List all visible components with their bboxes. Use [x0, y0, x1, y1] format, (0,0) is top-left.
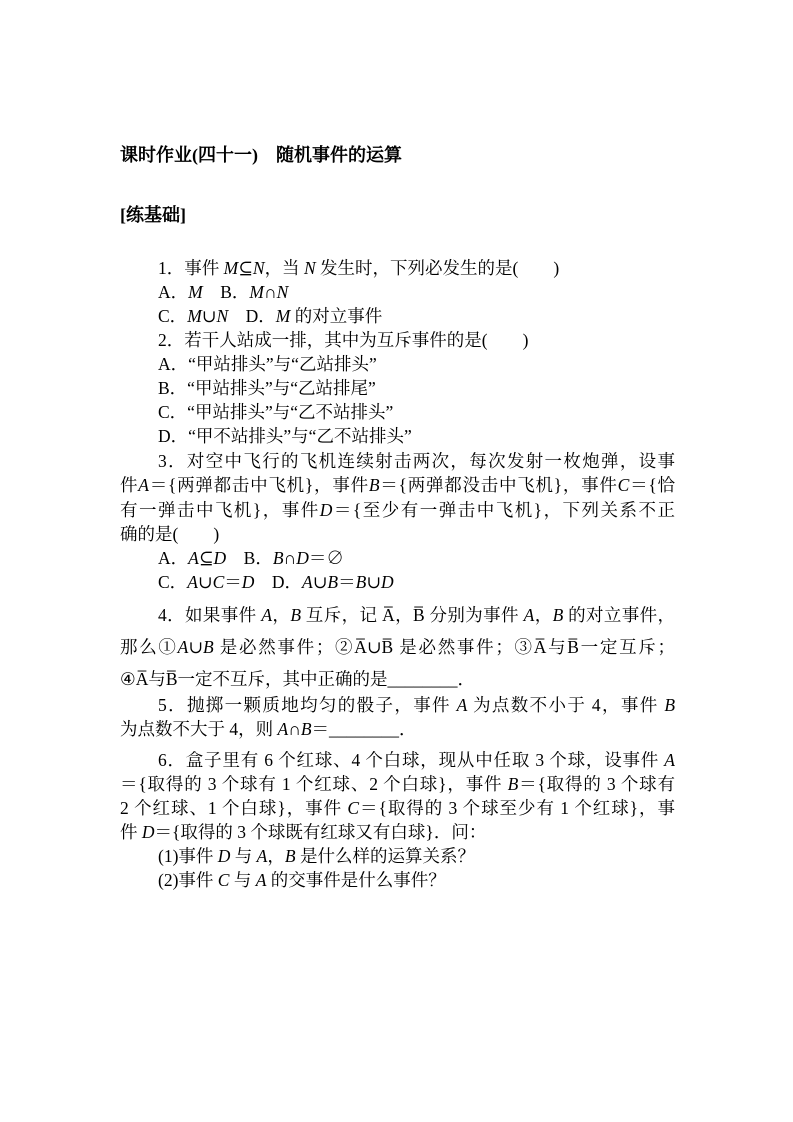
- page-title: 课时作业(四十一) 随机事件的运算: [120, 145, 402, 165]
- math-variable: B: [552, 605, 564, 625]
- question-2-option-d: D．“甲不站排头”与“乙不站排头”: [158, 426, 412, 446]
- math-variable: A: [177, 637, 189, 657]
- question-1-options-line-2: C．M∪N D．M 的对立事件: [158, 306, 383, 326]
- question-6-stem-line-1: 6．盒子里有 6 个红球、4 个白球，现从中任取 3 个球，设事件 A: [158, 750, 675, 770]
- math-variable: M: [223, 258, 239, 278]
- math-variable: D: [380, 572, 394, 592]
- question-6-stem-line-2: ＝{取得的 3 个球有 1 个红球、2 个白球}，事件 B＝{取得的 3 个球有: [120, 774, 675, 794]
- math-variable: D: [217, 846, 231, 866]
- math-variable: B: [507, 774, 519, 794]
- question-1-stem: 1．事件 M⊆N，当 N 发生时，下列必发生的是( ): [158, 258, 560, 278]
- math-variable: C: [212, 572, 225, 592]
- question-2-stem: 2．若干人站成一排，其中为互斥事件的是( ): [158, 330, 529, 350]
- math-variable: B: [284, 846, 296, 866]
- math-variable: N: [216, 306, 229, 326]
- math-variable: B: [355, 572, 367, 592]
- math-variable: M: [249, 282, 264, 302]
- math-variable: M: [275, 306, 291, 326]
- math-variable: C: [617, 475, 630, 495]
- math-variable: A: [523, 605, 535, 625]
- math-variable: D: [319, 500, 333, 520]
- question-3-stem-line-4: 确的是( ): [120, 524, 220, 544]
- question-5-stem-line-2: 为点数不大于 4，则 A∩B＝________．: [120, 719, 417, 739]
- math-variable: B: [368, 475, 380, 495]
- question-2-option-c: C．“甲站排头”与“乙不站排头”: [158, 402, 394, 422]
- math-variable: C: [217, 870, 230, 890]
- math-variable: A: [456, 695, 468, 715]
- math-variable: B: [203, 637, 214, 657]
- math-variable: M: [188, 282, 203, 302]
- math-variable: N: [303, 258, 316, 278]
- math-variable: B: [327, 572, 339, 592]
- question-2-option-b: B．“甲站排头”与“乙站排尾”: [158, 378, 376, 398]
- math-variable: D: [296, 548, 309, 568]
- question-3-stem-line-3: 有一弹击中飞机}，事件D＝{至少有一弹击中飞机}，下列关系不正: [120, 500, 675, 520]
- math-variable: A: [261, 605, 273, 625]
- question-1-options-line-1: A．M B．M∩N: [158, 282, 289, 302]
- math-variable: D: [241, 572, 255, 592]
- math-variable: C: [347, 798, 360, 818]
- math-variable: M: [187, 306, 202, 326]
- math-variable: B: [664, 695, 676, 715]
- math-variable: A: [255, 870, 267, 890]
- question-3-stem-line-2: 件A＝{两弹都击中飞机}，事件B＝{两弹都没击中飞机}，事件C＝{恰: [120, 475, 675, 495]
- question-4-stem-line-1: 4．如果事件 A，B 互斥，记 A̅，B̅ 分别为事件 A，B 的对立事件，: [158, 605, 676, 625]
- math-variable: N: [252, 258, 265, 278]
- question-6-sub-question-2: (2)事件 C 与 A 的交事件是什么事件？: [158, 870, 446, 890]
- math-variable: B: [272, 548, 284, 568]
- math-variable: D: [141, 822, 155, 842]
- math-variable: A: [256, 846, 268, 866]
- math-variable: D: [213, 548, 227, 568]
- question-6-stem-line-3: 2 个红球、1 个白球}，事件 C＝{取得的 3 个球至少有 1 个红球}，事: [120, 798, 675, 818]
- question-6-stem-line-4: 件 D＝{取得的 3 个球既有红球又有白球}．问：: [120, 822, 487, 842]
- math-variable: A: [664, 750, 675, 770]
- question-4-stem-line-3: ④A̅与B̅一定不互斥，其中正确的是________．: [120, 669, 475, 689]
- math-variable: A: [188, 548, 199, 568]
- math-variable: B: [290, 605, 302, 625]
- math-variable: A: [187, 572, 198, 592]
- section-label: [练基础]: [120, 205, 186, 225]
- math-variable: N: [276, 282, 289, 302]
- question-4-stem-line-2: 那么①A∪B 是必然事件；②A̅∪B̅ 是必然事件；③A̅与B̅一定互斥；: [120, 637, 675, 657]
- math-variable: A: [277, 719, 289, 739]
- math-variable: A: [138, 475, 149, 495]
- question-6-sub-question-1: (1)事件 D 与 A，B 是什么样的运算关系？: [158, 846, 475, 866]
- math-variable: B: [300, 719, 312, 739]
- question-5-stem-line-1: 5．抛掷一颗质地均匀的骰子，事件 A 为点数不小于 4，事件 B: [158, 695, 676, 715]
- math-variable: A: [302, 572, 313, 592]
- question-3-stem-line-1: 3．对空中飞行的飞机连续射击两次，每次发射一枚炮弹，设事: [158, 451, 675, 471]
- question-3-options-line-1: A．A⊆D B．B∩D＝∅: [158, 548, 344, 568]
- question-2-option-a: A．“甲站排头”与“乙站排头”: [158, 354, 377, 374]
- question-3-options-line-2: C．A∪C＝D D．A∪B＝B∪D: [158, 572, 394, 592]
